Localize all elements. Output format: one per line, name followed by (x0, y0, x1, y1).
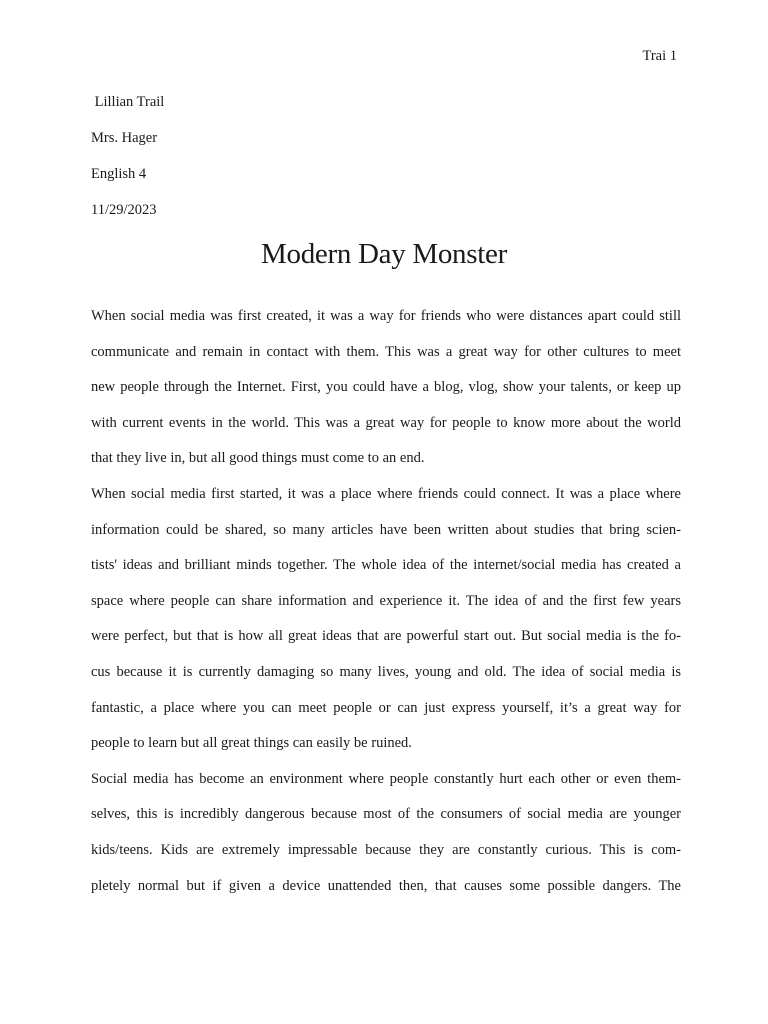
text-line: people to learn but all great things can easily be ruined. (91, 735, 412, 752)
text-line: information could be shared, so many articles have been written about studies that bring scien- (91, 521, 681, 538)
paragraph (91, 306, 681, 484)
text-line: with current events in the world. This was a great way for people to know more about the world (91, 414, 681, 431)
text-line: cus because it is currently damaging so many lives, young and old. The idea of social media is (91, 663, 681, 680)
mla-heading (91, 92, 164, 236)
essay-title: Modern Day Monster (261, 238, 507, 270)
text-line: When social media was first created, it was a way for friends who were distances apart could still (91, 308, 681, 324)
course-name: English 4 (91, 166, 147, 182)
essay-date: 11/29/2023 (91, 202, 157, 218)
text-line: tists' ideas and brilliant minds together. The whole idea of the internet/social media has created a (91, 557, 681, 574)
essay-body (91, 306, 681, 911)
text-line: new people through the Internet. First, you could have a blog, vlog, show your talents, or keep up (91, 379, 681, 396)
text-line: pletely normal but if given a device unattended then, that causes some possible dangers. The (91, 877, 681, 894)
text-line: that they live in, but all good things must come to an end. (91, 450, 425, 467)
teacher-name: Mrs. Hager (91, 130, 158, 146)
text-line: fantastic, a place where you can meet people or can just express yourself, it’s a great way for (91, 699, 681, 716)
text-line: Social media has become an environment where people constantly hurt each other or even them- (91, 770, 681, 787)
text-line: space where people can share information and experience it. The idea of and the first few years (91, 592, 681, 609)
student-name: Lillian Trail (91, 94, 165, 110)
text-line: communicate and remain in contact with them. This was a great way for other cultures to meet (91, 343, 681, 360)
running-head: Trai 1 (642, 48, 677, 64)
paragraph (91, 769, 681, 911)
text-line: selves, this is incredibly dangerous because most of the consumers of social media are younger (91, 806, 681, 823)
paragraph (91, 484, 681, 769)
text-line: When social media first started, it was a place where friends could connect. It was a place where (91, 485, 681, 502)
text-line: were perfect, but that is how all great ideas that are powerful start out. But social media is the fo- (91, 628, 681, 645)
text-line: kids/teens. Kids are extremely impressable because they are constantly curious. This is com- (91, 841, 681, 858)
